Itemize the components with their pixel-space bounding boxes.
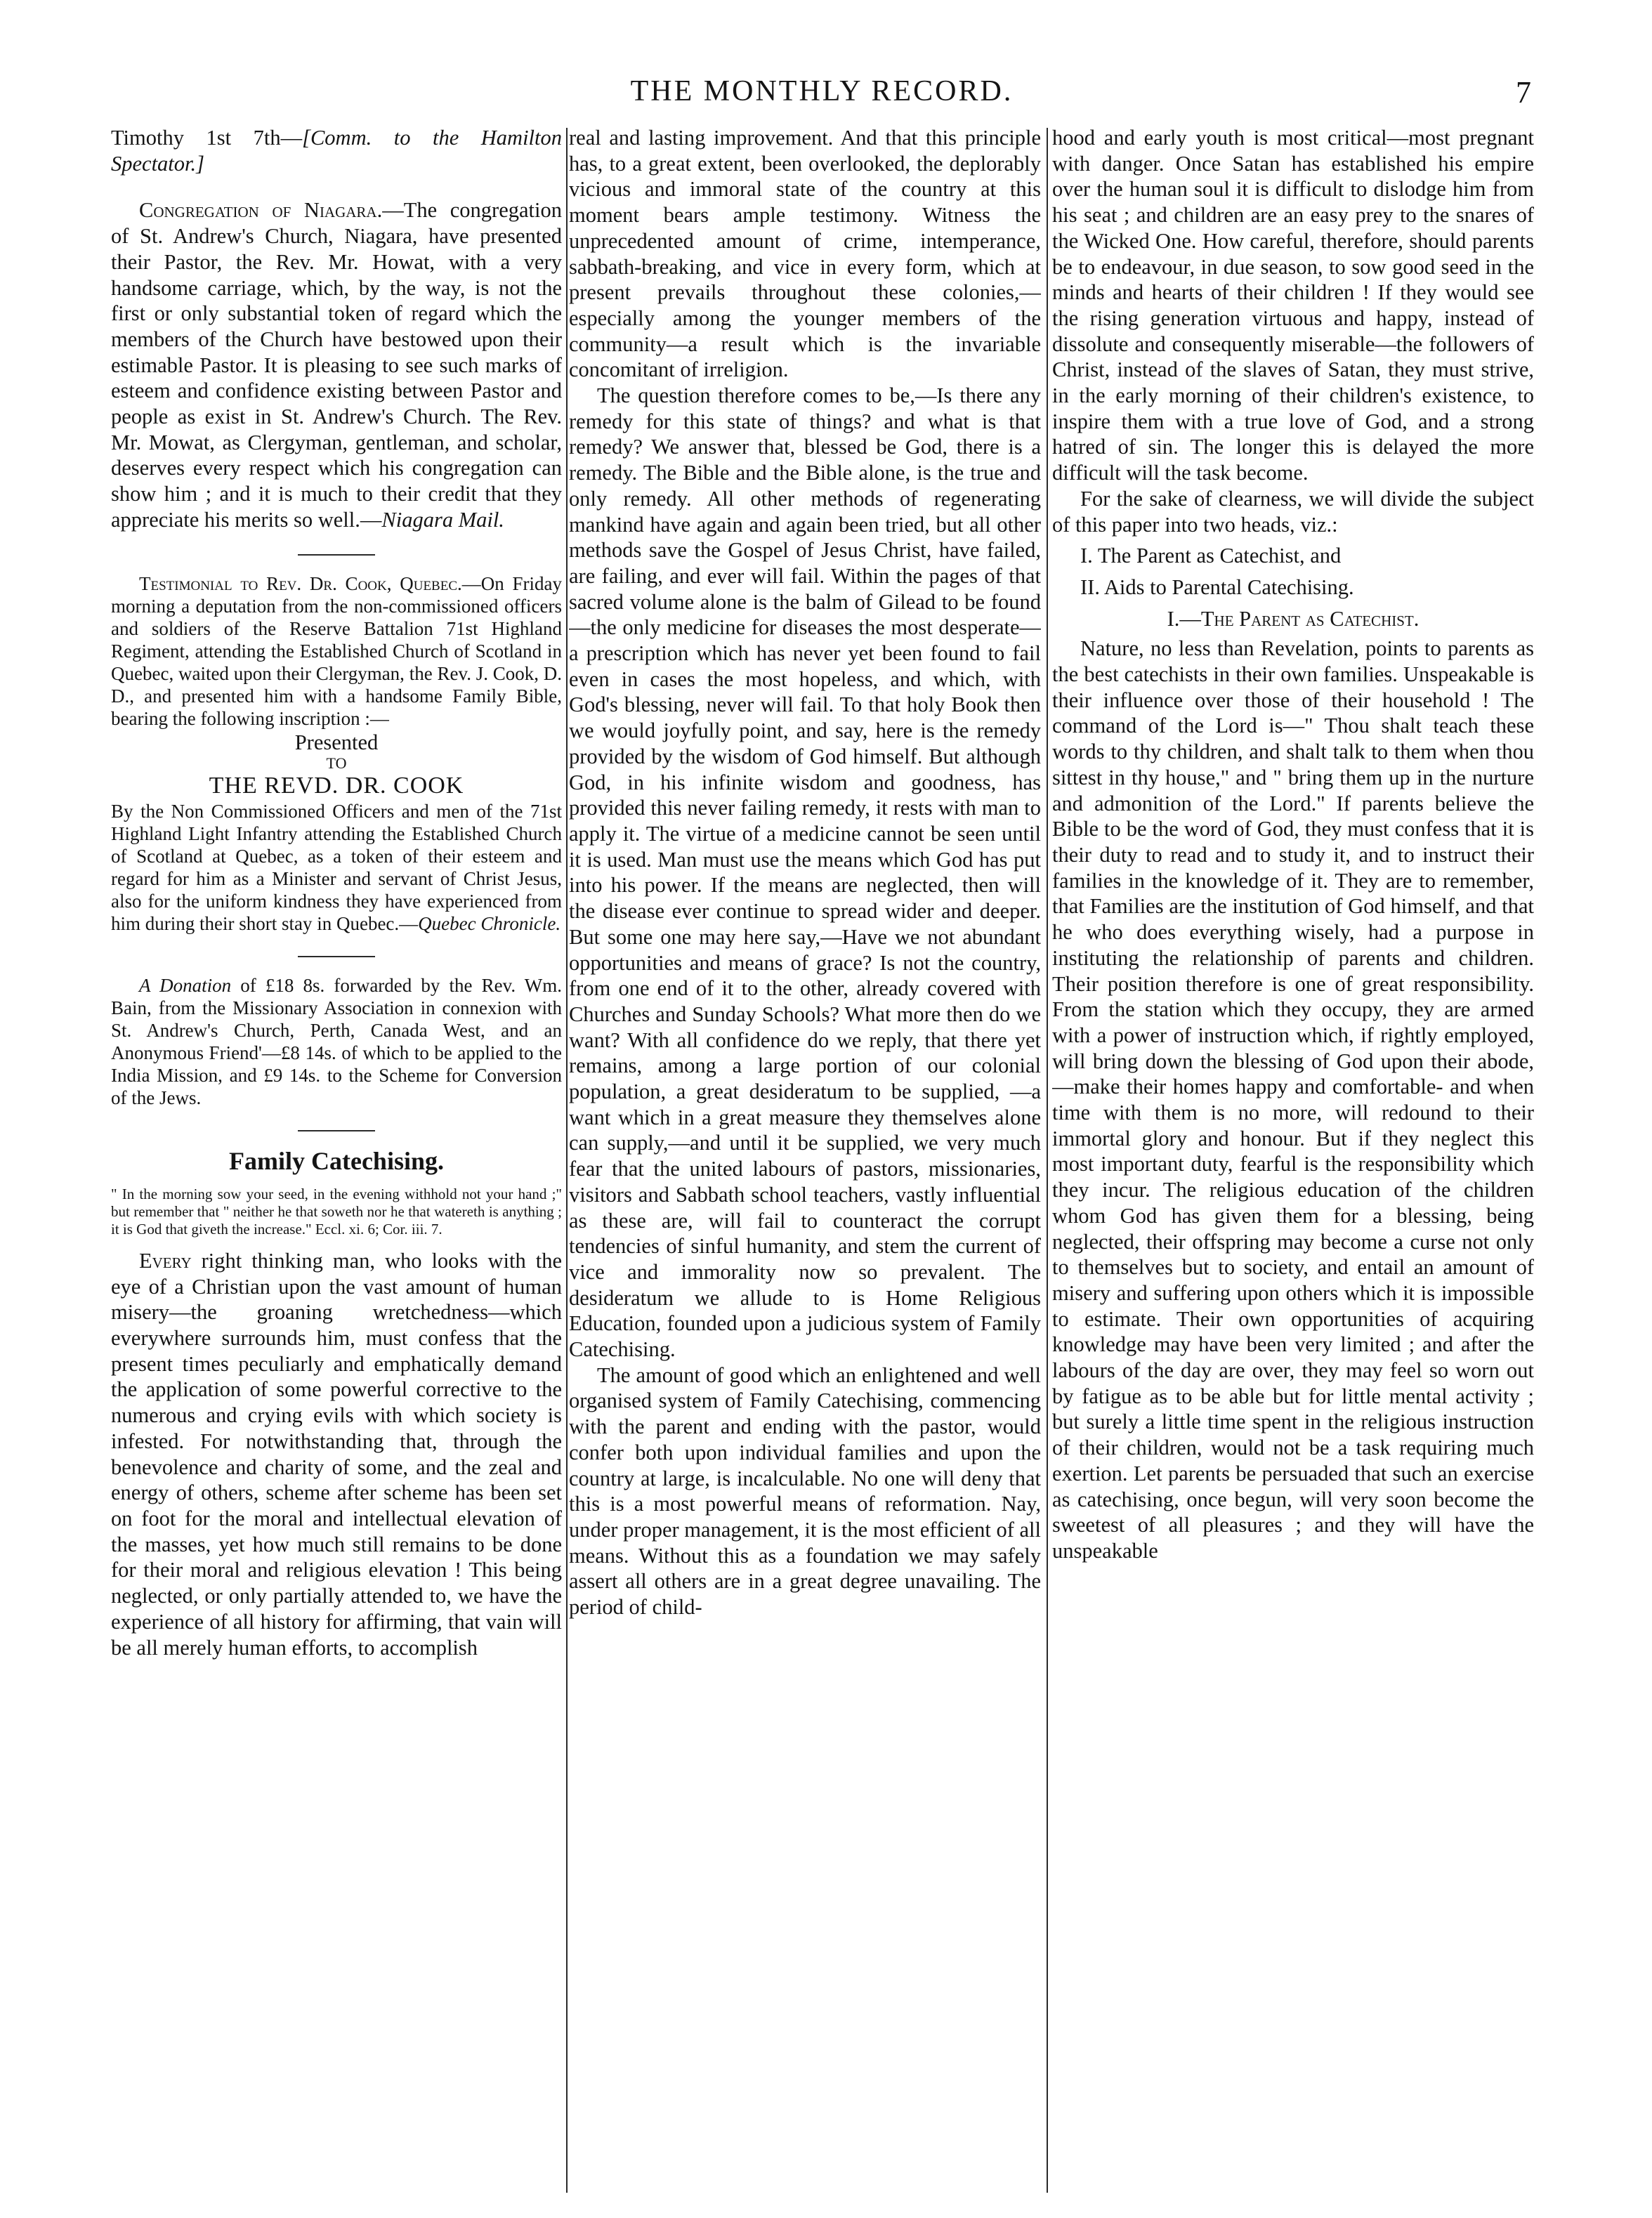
- family-body: right thinking man, who looks with the eye of a Christian upon the vast amount of human misery—the groaning wretchedness—which everywhere surrounds him, must confess that the present times peculiarly and emphatically demand the application of some powerful corrective to the numerous and crying evils with which society is infested. For notwithstanding that, through the benevolence and charity of some, and the zeal and energy of others, scheme after scheme has been set on foot for the moral and intellectual elevation of the masses, yet how much still remains to be done for their moral and religious elevation ! This being neglected, or only partially attended to, we have the experience of all history for affirming, that vain will be all merely human efforts, to accomplish: [111, 1248, 562, 1660]
- running-title: THE MONTHLY RECORD.: [630, 75, 1014, 107]
- column-3: [1052, 125, 1534, 2197]
- testimonial-heading: Testimonial to Rev. Dr. Cook, Quebec.: [139, 572, 462, 594]
- to-line: TO: [326, 754, 347, 773]
- col3-paragraph-3: Nature, no less than Revelation, points to parents as the best catechists in their own families. Unspeakable is their influence over those of their household ! The command of the Lord is—" Thou shalt teach these words to thy children, and shalt talk to them when thou sittest in thy house," and " bring them up in the nurture and admonition of the Lord." If parents believe the Bible to be the word of God, they must confess that it is their duty to read and to study it, and to instruct their families in the knowledge of it. They are to remember, that Families are the institution of God himself, and that he who does everything wisely, had a purpose in instituting the relationship of parents and children. Their position therefore is one of great responsibility. From the station which they occupy, they are armed with a power of instruction which, if rightly employed, will bring down the blessing of God upon their abode,—make their homes happy and comfortable- and when time with them is no more, will redound to their immortal glory and honour. But if they neglect this most important duty, fearful is the responsibility which they incur. The religious education of the children whom God has given them for a blessing, being neglected, their offspring may become a curse not only to themselves but to society, and entail an amount of misery and suffering upon others which it is impossible to estimate. Their own opportunities of acquiring knowledge may have been very limited ; and after the labours of the day are over, they may feel so worn out by fatigue as to be able but for little mental activity ; but surely a little time spent in the religious instruction of their children, would not be a task requiring much exertion. Let parents be persuaded that such an exercise as catechising, once begun, will very soon become the sweetest of all pleasures ; and they will have the unspeakable: [1052, 636, 1534, 1563]
- donation-notice: [111, 974, 562, 1109]
- family-catechising-title: Family Catechising.: [229, 1147, 444, 1176]
- article-divider: [298, 554, 375, 556]
- page-header: [112, 74, 1531, 117]
- col3-paragraph-2: For the sake of clearness, we will divide the subject of this paper into two heads, viz.:: [1052, 486, 1534, 537]
- niagara-body: —The congregation of St. Andrew's Church, Niagara, have presented their Pastor, the Rev. Mr. Howat, with a very handsome carriage, which, by the way, is not the first or only substantial token of regard which the members of the Church have bestowed upon their estimable Pastor. It is pleasing to see such marks of esteem and confidence existing between Pastor and people as exist in St. Andrew's Church. The Rev. Mr. Mowat, as Clergyman, gentleman, and scholar, deserves every respect which his congregation can show him ; and it is much to their credit that they appreciate his merits so well.—: [111, 198, 562, 532]
- niagara-source: Niagara Mail.: [381, 507, 504, 532]
- col2-paragraph-2: The question therefore comes to be,—Is there any remedy for this state of things? and what is that remedy? We answer that, blessed be God, there is a remedy. The Bible and the Bible alone, is the true and only remedy. All other methods of regenerating mankind have again and again been tried, but all other methods save the Gospel of Jesus Christ, have failed, are failing, and ever will fail. Within the pages of that sacred volume alone is the balm of Gilead to be found—the only medicine for diseases the most desperate—a prescription which has never yet been found to fail even in cases the most hopeless, and which, with God's blessing, never will fail. To that holy Book then we would joyfully point, and say, here is the remedy provided by the wisdom of God himself. But although God, in his infinite wisdom and goodness, has provided this never failing remedy, it rests with man to apply it. The virtue of a medicine cannot be seen until it is used. Man must use the means which God has put into his power. If the means are neglected, then will the disease ever continue to spread wider and deeper. But some one may here say,—Have we not abundant opportunities and means of grace? Is not the country, from one end of it to the other, already covered with Churches and Sunday Schools? What more then do we want? With all confidence do we reply, that there yet remains, among a large portion of our colonial population, a great desideratum to be supplied, —a want which in a great measure they themselves alone can supply,—and until it be supplied, we very much fear that the united labours of pastors, missionaries, visitors and Sabbath school teachers, vastly influential as these are, will fail to counteract the corrupt tendencies of sinful humanity, and stem the current of vice and immorality now so prevalent. The desideratum we allude to is Home Religious Education, founded upon a judicious system of Family Catechising.: [569, 383, 1041, 1362]
- testimonial-body: —On Friday morning a deputation from the non-commissioned officers and soldiers of the Reserve Battalion 71st Highland Regiment, attending the Established Church of Scotland in Quebec, waited upon their Clergyman, the Rev. J. Cook, D. D., and presented him with a handsome Family Bible, bearing the following inscription :—: [111, 572, 562, 729]
- first-word: Every: [139, 1248, 192, 1273]
- section-subheading: I.—The Parent as Catechist.: [1167, 606, 1420, 631]
- timothy-source: [Comm. to the Hamilton Spectator.]: [111, 126, 562, 176]
- col2-paragraph-3: The amount of good which an enlightened and well organised system of Family Catechising, commencing with the parent and ending with the pastor, would confer both upon individual families and upon the country at large, is incalculable. No one will deny that this is a most powerful means of reformation. Nay, under proper management, it is the most efficient of all means. Without this as a foundation we may safely assert all others are in a great degree unavailing. The period of child-: [569, 1363, 1041, 1620]
- presented-line: Presented: [294, 730, 379, 754]
- testimonial-source: Quebec Chronicle.: [418, 913, 561, 935]
- article-divider: [298, 956, 375, 957]
- timothy-reference: [111, 125, 562, 176]
- donation-lead: A Donation: [139, 975, 232, 997]
- column-rule-2: [1047, 128, 1048, 2193]
- article-divider: [298, 1130, 375, 1131]
- column-2: [569, 125, 1041, 2197]
- page-number: 7: [1516, 75, 1531, 110]
- recipient-line: THE REVD. DR. COOK: [209, 773, 464, 799]
- donation-body: of £18 8s. forwarded by the Rev. Wm. Bain, from the Missionary Association in connexion with St. Andrew's Church, Perth, Canada West, and an Anonymous Friend'—£8 14s. of which to be applied to the India Mission, and £9 14s. to the Scheme for Conversion of the Jews.: [111, 975, 562, 1109]
- family-catechising-article: [111, 1148, 562, 1660]
- testimonial-article: [111, 572, 562, 936]
- timothy-lead: Timothy 1st 7th—: [111, 126, 303, 150]
- col3-paragraph-1: hood and early youth is most critical—most pregnant with danger. Once Satan has established his empire over the human soul it is difficult to dislodge him from his seat ; and children are an easy prey to the snares of the Wicked One. How careful, therefore, should parents be to endeavour, in due season, to sow good seed in the minds and hearts of their children ! If they would see the rising generation virtuous and happy, instead of dissolute and consequently miserable—the followers of Christ, instead of the slaves of Satan, they must strive, in the early morning of their children's existence, to inspire them with a true love of God, and a strong hatred of sin. The longer this is delayed the more difficult will the task become.: [1052, 126, 1534, 485]
- testimonial-paragraph: [111, 572, 562, 730]
- heading-list-item-2: II. Aids to Parental Catechising.: [1080, 575, 1354, 599]
- col2-paragraph-1: real and lasting improvement. And that this principle has, to a great extent, been overlooked, the deplorably vicious and immoral state of the country at this moment bears ample testimony. Witness the unprecedented amount of crime, intemperance, sabbath-breaking, and vice in every form, which at present prevails throughout these colonies,—especially among the younger members of the community—a result which is the invariable concomitant of irreligion.: [569, 126, 1041, 382]
- niagara-article: [111, 197, 562, 532]
- epigraph: " In the morning sow your seed, in the evening withhold not your hand ;" but remember that " neither he that soweth nor he that watereth is anything ; it is God that giveth the increase." Eccl. xi. 6; Cor. iii. 7.: [111, 1185, 562, 1238]
- column-1: [111, 125, 562, 2197]
- niagara-heading: Congregation of Niagara.: [139, 198, 383, 223]
- inscription-body: By the Non Commissioned Officers and men of the 71st Highland Light Infantry attending the Established Church of Scotland at Quebec, as a token of their esteem and regard for him as a Minister and servant of Christ Jesus, also for the uniform kindness they have experienced from him during their short stay in Quebec.—: [111, 801, 562, 935]
- column-rule-1: [566, 128, 568, 2193]
- inscription-text: [111, 800, 562, 935]
- heading-list-item-1: I. The Parent as Catechist, and: [1080, 544, 1342, 568]
- family-opening-paragraph: [111, 1248, 562, 1660]
